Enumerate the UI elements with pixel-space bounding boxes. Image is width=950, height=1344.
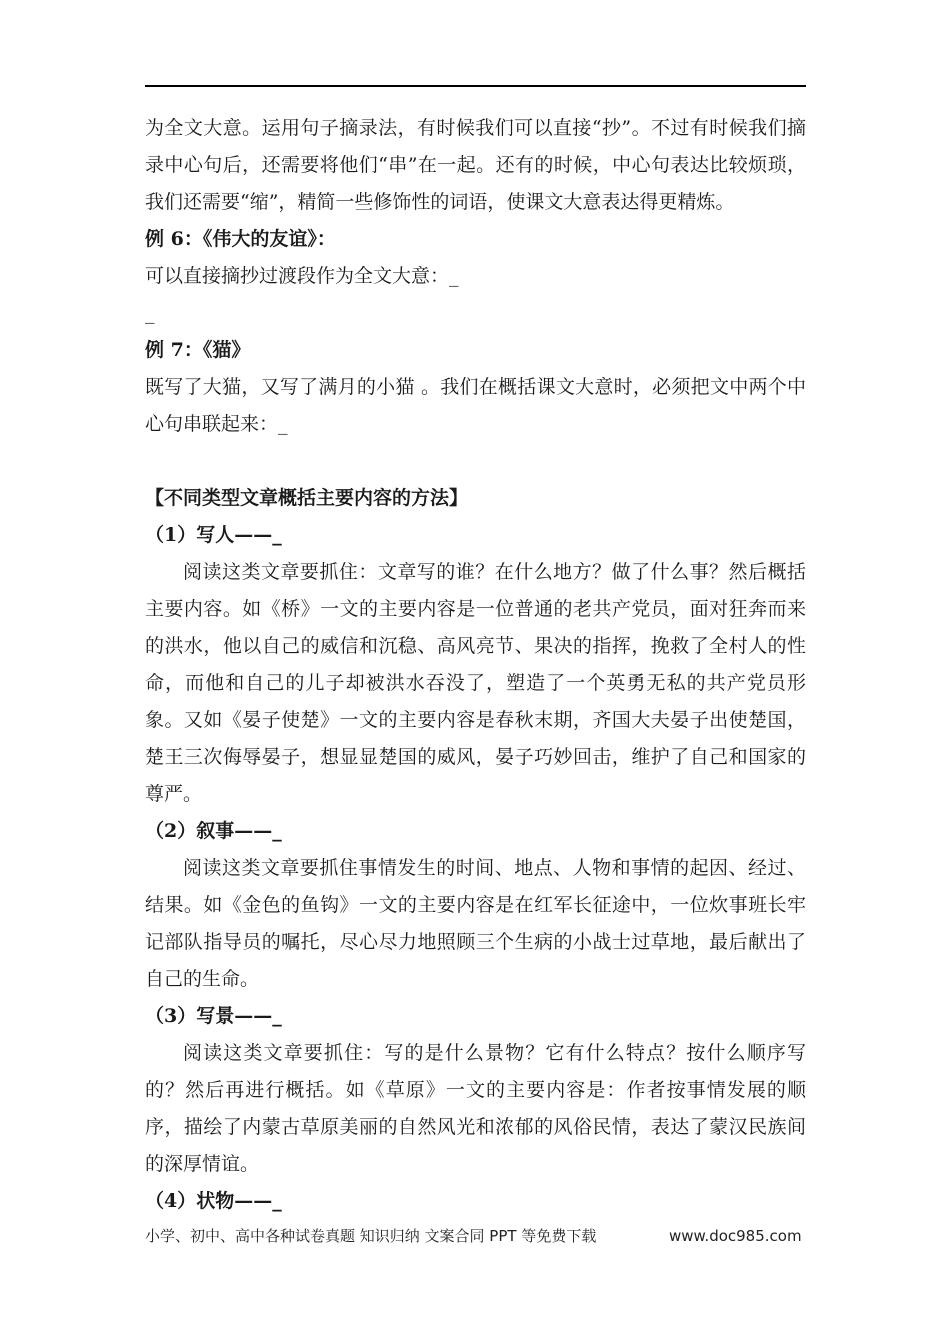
- page-footer: [145, 1224, 806, 1248]
- paragraph-intro: 为全文大意。运用句子摘录法，有时候我们可以直接“抄”。不过有时候我们摘录中心句后，还需要将他们“串”在一起。还有的时候，中心句表达比较烦琐，我们还需要“缩”，精简一些修饰性的词语，使课文大意表达得更精炼。: [145, 117, 806, 213]
- header-rule: [145, 85, 806, 87]
- subsection-2-text: 阅读这类文章要抓住事情发生的时间、地点、人物和事情的起因、经过、结果。如《金色的鱼钩》一文的主要内容是在红军长征途中，一位炊事班长牢记部队指导员的嘱托，尽心尽力地照顾三个生病的小战士过草地，最后献出了自己的生命。: [145, 857, 806, 990]
- subsection-3-text: 阅读这类文章要抓住：写的是什么景物？它有什么特点？按什么顺序写的？然后再进行概括。如《草原》一文的主要内容是：作者按事情发展的顺序，描绘了内蒙古草原美丽的自然风光和浓郁的风俗民情，表达了蒙汉民族间的深厚情谊。: [145, 1042, 806, 1175]
- example-6-title: 例 6：《伟大的友谊》：: [145, 228, 336, 250]
- footer-site-link[interactable]: www.doc985.com: [669, 1227, 802, 1245]
- subsection-4-title: （4）状物——_: [145, 1190, 282, 1212]
- document-body: [145, 110, 806, 1220]
- example-6-blank: _: [145, 302, 155, 324]
- example-6-text: 可以直接摘抄过渡段作为全文大意：_: [145, 265, 459, 287]
- footer-text: 小学、初中、高中各种试卷真题 知识归纳 文案合同 PPT 等免费下载: [145, 1227, 597, 1245]
- subsection-2-title: （2）叙事——_: [145, 820, 282, 842]
- subsection-1-title: （1）写人——_: [145, 524, 282, 546]
- section-title: 【不同类型文章概括主要内容的方法】: [145, 487, 469, 509]
- example-7-title: 例 7：《猫》: [145, 339, 251, 361]
- subsection-1-text: 阅读这类文章要抓住：文章写的谁？在什么地方？做了什么事？然后概括主要内容。如《桥》一文的主要内容是一位普通的老共产党员，面对狂奔而来的洪水，他以自己的威信和沉稳、高风亮节、果决的指挥，挽救了全村人的性命，而他和自己的儿子却被洪水吞没了，塑造了一个英勇无私的共产党员形象。又如《晏子使楚》一文的主要内容是春秋末期，齐国大夫晏子出使楚国，楚王三次侮辱晏子，想显显楚国的威风，晏子巧妙回击，维护了自己和国家的尊严。: [145, 561, 806, 805]
- subsection-3-title: （3）写景——_: [145, 1005, 282, 1027]
- spacer: [145, 443, 806, 480]
- example-7-text: 既写了大猫，又写了满月的小猫 。我们在概括课文大意时，必须把文中两个中心句串联起来：_: [145, 376, 806, 435]
